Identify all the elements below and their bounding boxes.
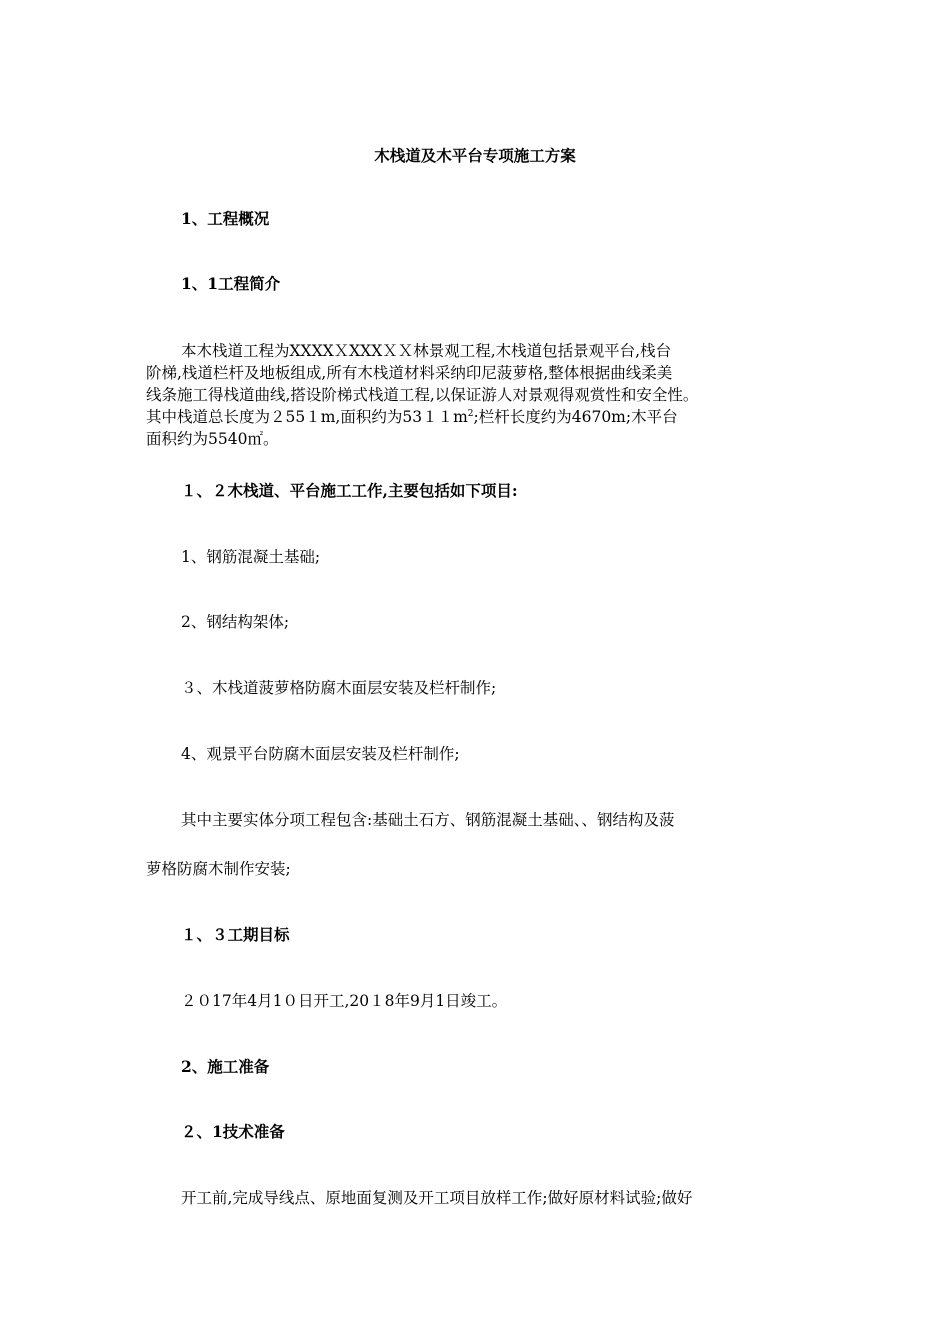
intro-line-5: 面积约为5540㎡。 <box>146 430 279 448</box>
intro-line-4a: 其中栈道总长度为２55１m,面积约为53１１m <box>146 408 468 426</box>
section-heading-2: 2、施工准备 <box>181 1057 270 1076</box>
section-heading-1-2: １、２木栈道、平台施工工作,主要包括如下项目: <box>181 481 518 500</box>
tech-prep-line: 开工前,完成导线点、原地面复测及开工项目放样工作;做好原材料试验;做好 <box>181 1189 693 1207</box>
list-item: 2、钢结构架体; <box>181 613 290 631</box>
intro-line-2: 阶梯,栈道栏杆及地板组成,所有木栈道材料采纳印尼菠萝格,整体根据曲线柔美 <box>146 364 673 382</box>
section-heading-2-1: ２、1技术准备 <box>181 1122 285 1141</box>
list-item: 1、钢筋混凝土基础; <box>181 548 321 566</box>
intro-line-4 <box>146 406 808 428</box>
intro-line-4b: ;栏杆长度约为4670m;木平台 <box>473 408 678 426</box>
intro-line-1: 本木栈道工程为XXXXＸXXXＸＸ林景观工程,木栈道包括景观平台,栈台 <box>181 342 672 360</box>
list-item: ３、木栈道菠萝格防腐木面层安装及栏杆制作; <box>181 679 497 697</box>
area-superscript: 2 <box>467 408 474 419</box>
section-heading-1: 1、工程概况 <box>181 209 270 228</box>
intro-line-3: 线条施工得栈道曲线,搭设阶梯式栈道工程,以保证游人对景观得观赏性和安全性。 <box>146 386 699 404</box>
section-heading-1-3: １、３工期目标 <box>181 925 290 944</box>
intro-paragraph <box>146 340 808 450</box>
list-item: 4、观景平台防腐木面层安装及栏杆制作; <box>181 745 460 763</box>
main-works-line-2: 萝格防腐木制作安装; <box>146 860 291 878</box>
document-title: 木栈道及木平台专项施工方案 <box>374 146 576 165</box>
schedule-text: ２０17年4月1０日开工,20１8年9月1日竣工。 <box>181 992 508 1010</box>
section-heading-1-1: 1、1工程简介 <box>181 274 281 293</box>
main-works-line-1: 其中主要实体分项工程包含:基础土石方、钢筋混凝土基础、、钢结构及菠 <box>181 811 675 829</box>
